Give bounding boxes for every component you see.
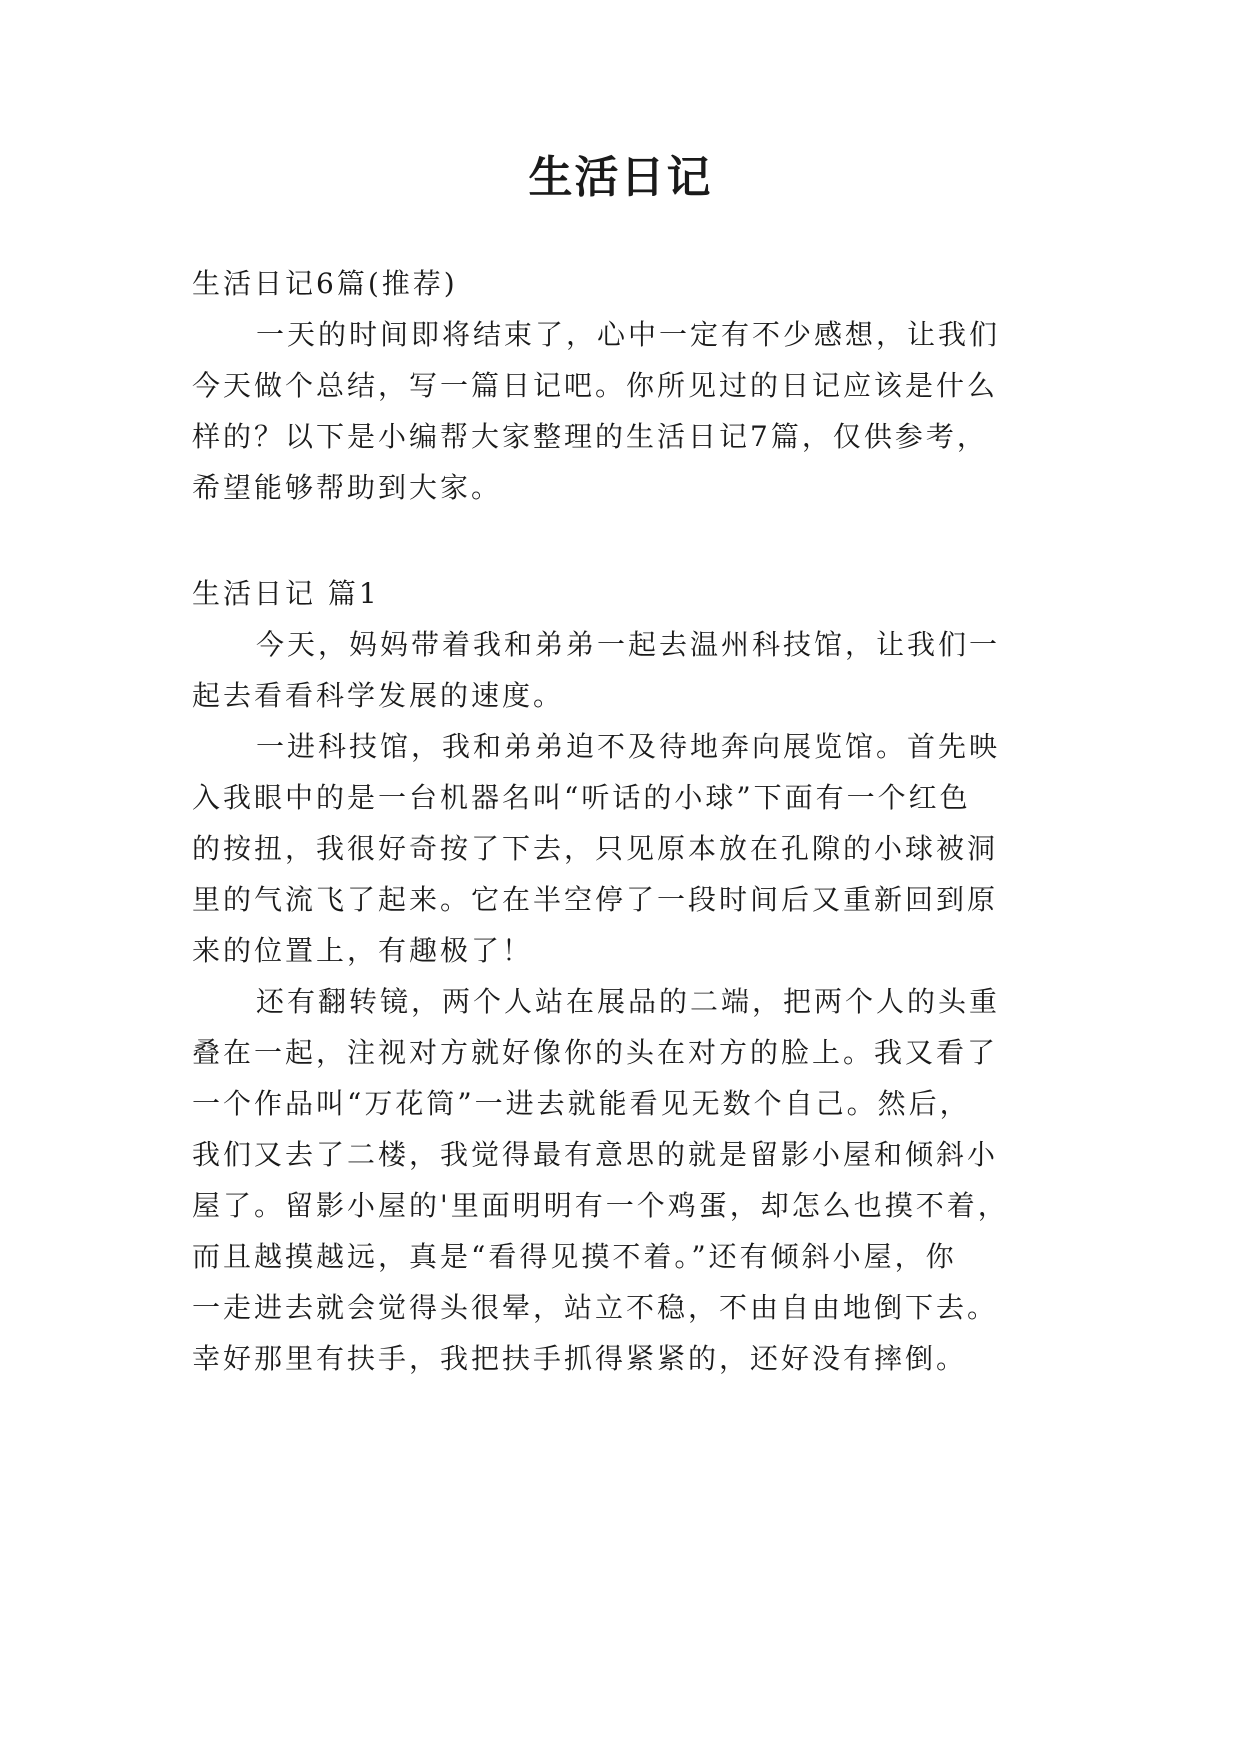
intro-heading: 生活日记6篇(推荐) <box>192 267 458 300</box>
section-heading: 生活日记 篇1 <box>192 577 380 610</box>
paragraph-line: 一走进去就会觉得头很晕，站立不稳，不由自由地倒下去。 <box>192 1291 999 1324</box>
paragraph-line: 的按扭，我很好奇按了下去，只见原本放在孔隙的小球被洞 <box>192 832 999 865</box>
paragraph-line: 幸好那里有扶手，我把扶手抓得紧紧的，还好没有摔倒。 <box>192 1342 968 1375</box>
paragraph-line: 我们又去了二楼，我觉得最有意思的就是留影小屋和倾斜小 <box>192 1138 999 1171</box>
paragraph-line: 而且越摸越远，真是“看得见摸不着。”还有倾斜小屋，你 <box>192 1240 957 1273</box>
paragraph-line: 入我眼中的是一台机器名叫“听话的小球”下面有一个红色 <box>192 781 971 814</box>
document-title: 生活日记 <box>528 152 713 203</box>
paragraph-line: 里的气流飞了起来。它在半空停了一段时间后又重新回到原 <box>192 883 999 916</box>
paragraph-line: 叠在一起，注视对方就好像你的头在对方的脸上。我又看了 <box>192 1036 999 1069</box>
paragraph-line: 屋了。留影小屋的'里面明明有一个鸡蛋，却怎么也摸不着， <box>192 1189 1009 1222</box>
intro-line: 样的？以下是小编帮大家整理的生活日记7篇，仅供参考， <box>192 420 988 453</box>
paragraph-line: 来的位置上，有趣极了！ <box>192 934 534 967</box>
intro-line: 一天的时间即将结束了，心中一定有不少感想，让我们 <box>256 318 1001 351</box>
paragraph-line: 一个作品叫“万花筒”一进去就能看见无数个自己。然后， <box>192 1087 971 1120</box>
paragraph-line: 今天，妈妈带着我和弟弟一起去温州科技馆，让我们一 <box>256 628 1001 661</box>
paragraph-line: 起去看看科学发展的速度。 <box>192 679 565 712</box>
paragraph-line: 还有翻转镜，两个人站在展品的二端，把两个人的头重 <box>256 985 1001 1018</box>
intro-line: 今天做个总结，写一篇日记吧。你所见过的日记应该是什么 <box>192 369 999 402</box>
paragraph-line: 一进科技馆，我和弟弟迫不及待地奔向展览馆。首先映 <box>256 730 1001 763</box>
intro-line: 希望能够帮助到大家。 <box>192 471 503 504</box>
